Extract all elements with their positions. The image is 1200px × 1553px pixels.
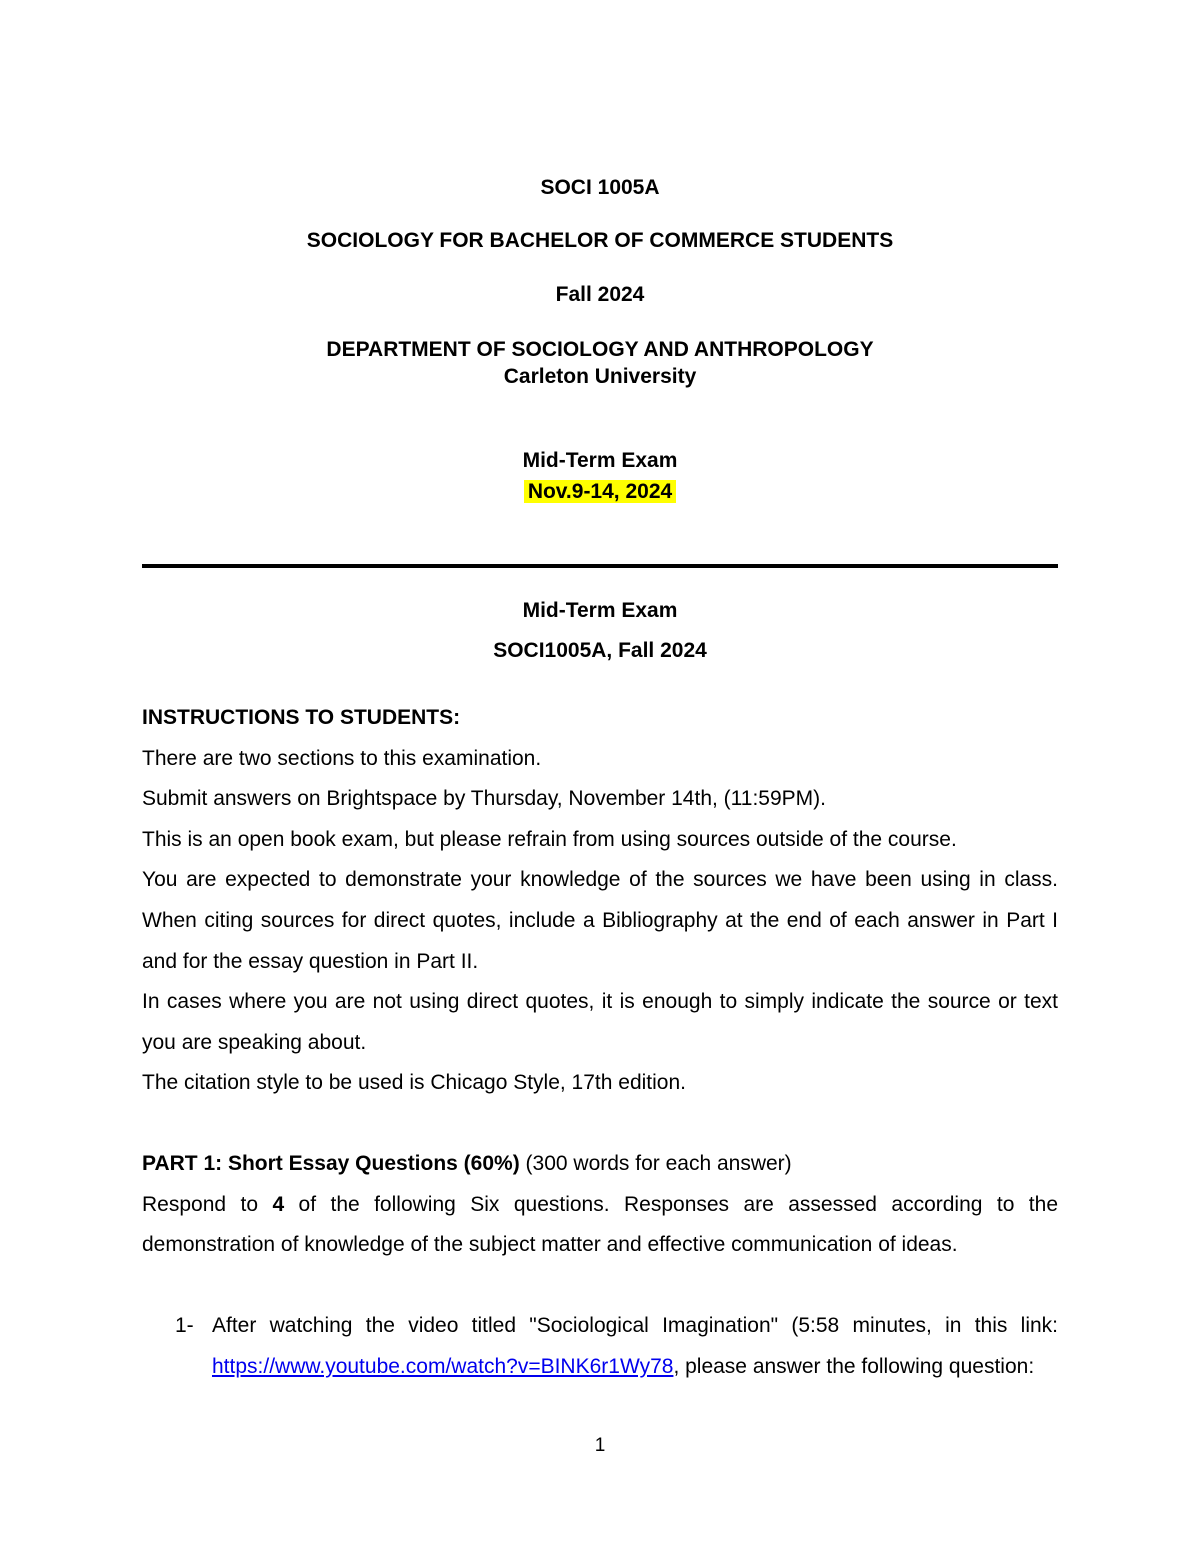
part1-heading: PART 1: Short Essay Questions (60%) <box>142 1152 520 1175</box>
horizontal-divider <box>142 564 1058 568</box>
sub-course-term: SOCI1005A, Fall 2024 <box>493 639 707 662</box>
question-1 <box>175 1306 1058 1387</box>
part1-heading-note: (300 words for each answer) <box>519 1152 792 1175</box>
question-text-pre: After watching the video titled "Sociological Imagination" (5:58 minutes, in this link: <box>212 1314 1058 1337</box>
respond-pre: Respond to <box>142 1192 273 1216</box>
exam-title: Mid-Term Exam <box>522 449 678 472</box>
part1-heading-line <box>142 1144 1058 1185</box>
instruction-line: Submit answers on Brightspace by Thursday, November 14th, (11:59PM). <box>142 787 826 811</box>
course-title: SOCIOLOGY FOR BACHELOR OF COMMERCE STUDENTS <box>306 229 894 252</box>
instruction-line: The citation style to be used is Chicago Style, 17th edition. <box>142 1071 686 1095</box>
sub-exam-title: Mid-Term Exam <box>522 599 678 622</box>
video-link[interactable]: https://www.youtube.com/watch?v=BINK6r1Wy78 <box>212 1354 674 1378</box>
instruction-line: There are two sections to this examination. <box>142 746 542 770</box>
respond-post: of the following Six questions. Responses are assessed according to the demonstration of knowledge of the subject matter and effective communication of ideas. <box>142 1192 1058 1257</box>
part1-section <box>142 1144 1058 1266</box>
exam-dates-line <box>0 480 1200 504</box>
exam-dates-highlight: Nov.9-14, 2024 <box>524 480 676 503</box>
instruction-paragraph: You are expected to demonstrate your knowledge of the sources we have been using in class. When citing sources for direct quotes, include a Bibliography at the end of each answer in Part I and for the essay question in Part II. <box>142 868 1058 973</box>
question-number: 1- <box>175 1314 194 1337</box>
question-text <box>212 1306 1058 1387</box>
instructions-heading: INSTRUCTIONS TO STUDENTS: <box>142 706 461 729</box>
course-code: SOCI 1005A <box>540 176 660 199</box>
term: Fall 2024 <box>555 283 645 306</box>
instruction-paragraph: In cases where you are not using direct quotes, it is enough to simply indicate the source or text you are speaking about. <box>142 990 1058 1054</box>
instructions-section <box>142 698 1058 1104</box>
instruction-line: This is an open book exam, but please refrain from using sources outside of the course. <box>142 827 957 851</box>
department: DEPARTMENT OF SOCIOLOGY AND ANTHROPOLOGY <box>326 338 874 361</box>
question-text-post: , please answer the following question: <box>673 1354 1035 1378</box>
university: Carleton University <box>503 365 697 388</box>
part1-instructions <box>142 1185 1058 1266</box>
respond-count: 4 <box>272 1192 285 1216</box>
page-number: 1 <box>594 1435 606 1456</box>
